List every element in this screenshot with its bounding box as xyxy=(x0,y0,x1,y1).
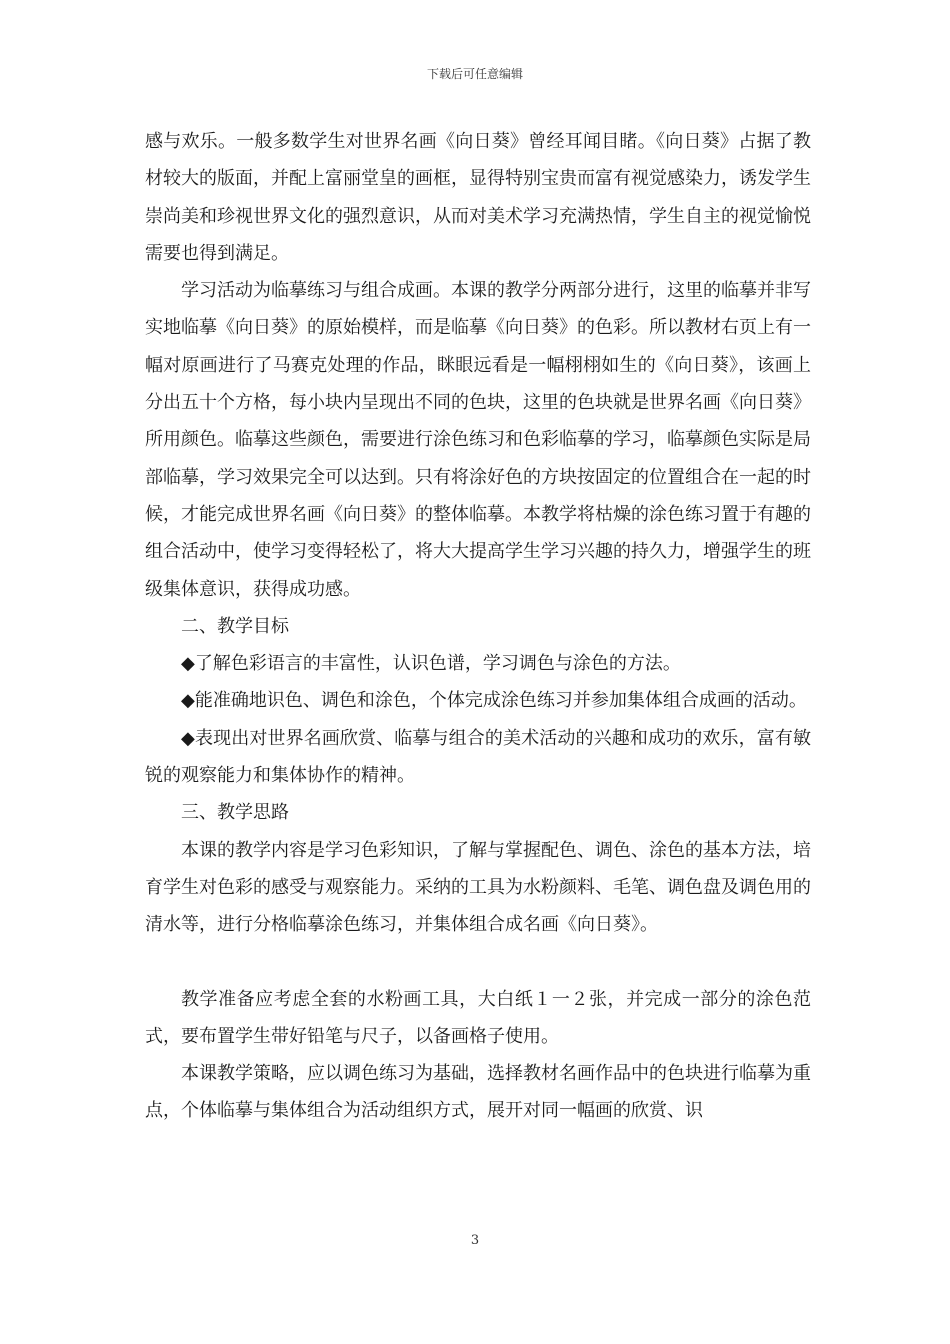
paragraph-teaching-strategy: 本课教学策略，应以调色练习为基础，选择教材名画作品中的色块进行临摹为重点，个体临摹与集体组合为活动组织方式，展开对同一幅画的欣赏、识 xyxy=(145,1063,811,1122)
paragraph-teaching-preparation: 教学准备应考虑全套的水粉画工具，大白纸１一２张，并完成一部分的涂色范式，要布置学生带好铅笔与尺子，以备画格子使用。 xyxy=(145,988,811,1047)
section-heading-teaching-goals: 二、教学目标 xyxy=(181,615,289,637)
goal-item-3: ◆表现出对世界名画欣赏、临摹与组合的美术活动的兴趣和成功的欢乐，富有敏锐的观察能力和集体协作的精神。 xyxy=(145,727,811,787)
goal-item-1: ◆了解色彩语言的丰富性，认识色谱，学习调色与涂色的方法。 xyxy=(181,653,681,675)
page-header: 下载后可任意编辑 xyxy=(426,67,523,81)
page-number: 3 xyxy=(470,1233,480,1248)
document-body xyxy=(145,123,811,1130)
goal-item-2: ◆能准确地识色、调色和涂色，个体完成涂色练习并参加集体组合成画的活动。 xyxy=(181,690,807,712)
blank-line xyxy=(145,944,811,981)
paragraph-continuation: 感与欢乐。一般多数学生对世界名画《向日葵》曾经耳闻目睹。《向日葵》占据了教材较大的版面，并配上富丽堂皇的画框，显得特别宝贵而富有视觉感染力，诱发学生崇尚美和珍视世界文化的强烈意识，从而对美术学习充满热情，学生自主的视觉愉悦需要也得到满足。 xyxy=(145,131,811,264)
paragraph-learning-activity: 学习活动为临摹练习与组合成画。本课的教学分两部分进行，这里的临摹并非写实地临摹《向日葵》的原始模样，而是临摹《向日葵》的色彩。所以教材右页上有一幅对原画进行了马赛克处理的作品，眯眼远看是一幅栩栩如生的《向日葵》，该画上分出五十个方格，每小块内呈现出不同的色块，这里的色块就是世界名画《向日葵》所用颜色。临摹这些颜色，需要进行涂色练习和色彩临摹的学习，临摹颜色实际是局部临摹，学习效果完全可以达到。只有将涂好色的方块按固定的位置组合在一起的时候，才能完成世界名画《向日葵》的整体临摹。本教学将枯燥的涂色练习置于有趣的组合活动中，使学习变得轻松了，将大大提高学生学习兴趣的持久力，增强学生的班级集体意识，获得成功感。 xyxy=(145,280,811,600)
paragraph-teaching-content: 本课的教学内容是学习色彩知识，了解与掌握配色、调色、涂色的基本方法，培育学生对色彩的感受与观察能力。采纳的工具为水粉颜料、毛笔、调色盘及调色用的清水等，进行分格临摹涂色练习，并集体组合成名画《向日葵》。 xyxy=(145,839,811,936)
section-heading-teaching-approach: 三、教学思路 xyxy=(181,802,289,824)
